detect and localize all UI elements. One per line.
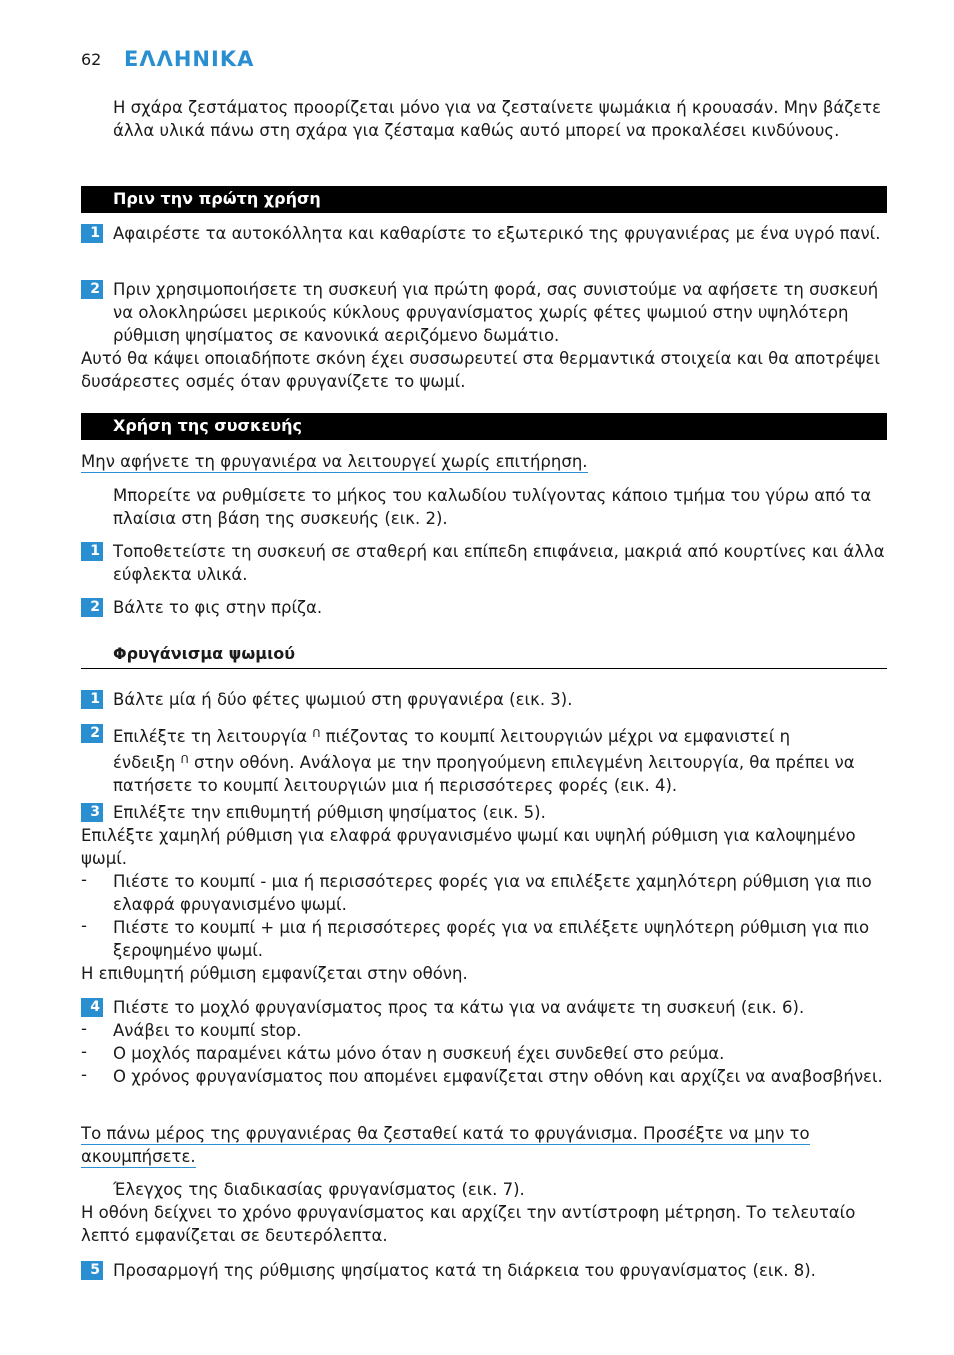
step-number: 5 bbox=[81, 1261, 103, 1280]
step-text: Τοποθετείστε τη συσκευή σε σταθερή και επίπεδη επιφάνεια, μακριά από κουρτίνες και άλλα εύφλεκτα υλικά. bbox=[113, 542, 885, 584]
intro-text: Η σχάρα ζεστάματος προορίζεται μόνο για να ζεσταίνετε ψωμάκια ή κρουασάν. Μην βάζετε άλλα υλικά πάνω στη σχάρα για ζέσταμα καθώς αυτό μπορεί να προκαλέσει κινδύνους. bbox=[113, 98, 881, 140]
bullet-text: Ανάβει το κουμπί stop. bbox=[113, 1021, 302, 1040]
step-text: Επιλέξτε την επιθυμητή ρύθμιση ψησίματος (εικ. 5). bbox=[113, 803, 546, 822]
step-number: 2 bbox=[81, 598, 103, 617]
section-title: Πριν την πρώτη χρήση bbox=[113, 189, 321, 208]
bullet-dash: - bbox=[81, 870, 87, 889]
step-number: 3 bbox=[81, 803, 103, 822]
step-number: 1 bbox=[81, 542, 103, 561]
step-text: Βάλτε το φις στην πρίζα. bbox=[113, 598, 323, 617]
step-text: Προσαρμογή της ρύθμισης ψησίματος κατά τη διάρκεια του φρυγανίσματος (εικ. 8). bbox=[113, 1261, 816, 1280]
step-text: Αφαιρέστε τα αυτοκόλλητα και καθαρίστε το εξωτερικό της φρυγανιέρας με ένα υγρό πανί. bbox=[113, 224, 881, 243]
toast-mode-icon: ᑎ bbox=[312, 727, 321, 740]
step-number: 2 bbox=[81, 280, 103, 299]
bullet-text: Ο χρόνος φρυγανίσματος που απομένει εμφανίζεται στην οθόνη και αρχίζει να αναβοσβήνει. bbox=[113, 1067, 883, 1086]
step-text: Πιέστε το μοχλό φρυγανίσματος προς τα κάτω για να ανάψετε τη συσκευή (εικ. 6). bbox=[113, 998, 805, 1017]
step-text: Πριν χρησιμοποιήσετε τη συσκευή για πρώτη φορά, σας συνιστούμε να αφήσετε τη συσκευή να ολοκληρώσει μερικούς κύκλους φρυγανίσματος χωρίς φέτες ψωμιού στην υψηλότερη ρύθμιση ψησίματος σε κανονικά αεριζόμενο δωμάτιο. bbox=[113, 280, 879, 345]
note-text: Η οθόνη δείχνει το χρόνο φρυγανίσματος και αρχίζει την αντίστροφη μέτρηση. Το τελευταίο λεπτό εμφανίζεται σε δευτερόλεπτα. bbox=[81, 1203, 856, 1245]
bullet-text: Ο μοχλός παραμένει κάτω μόνο όταν η συσκευή έχει συνδεθεί στο ρεύμα. bbox=[113, 1044, 725, 1063]
subsection-title: Φρυγάνισμα ψωμιού bbox=[113, 644, 296, 663]
step-number: 2 bbox=[81, 724, 103, 743]
warning-text bbox=[81, 1122, 889, 1168]
subsection-header bbox=[81, 644, 887, 669]
step-number: 4 bbox=[81, 998, 103, 1017]
warning-underlined: Μην αφήνετε τη φρυγανιέρα να λειτουργεί χωρίς επιτήρηση. bbox=[81, 452, 588, 471]
bullet-dash: - bbox=[81, 1019, 87, 1038]
step-text: Βάλτε μία ή δύο φέτες ψωμιού στη φρυγανιέρα (εικ. 3). bbox=[113, 690, 573, 709]
note-text: Επιλέξτε χαμηλή ρύθμιση για ελαφρά φρυγανισμένο ψωμί και υψηλή ρύθμιση για καλοψημένο ψωμί. bbox=[81, 826, 856, 868]
section-title: Χρήση της συσκευής bbox=[113, 416, 302, 435]
control-text: Έλεγχος της διαδικασίας φρυγανίσματος (εικ. 7). bbox=[113, 1180, 525, 1199]
bullet-dash: - bbox=[81, 1042, 87, 1061]
page-number: 62 bbox=[81, 50, 102, 69]
language-title: ΕΛΛΗΝΙΚΑ bbox=[124, 47, 255, 71]
bullet-dash: - bbox=[81, 916, 87, 935]
step-number: 1 bbox=[81, 224, 103, 243]
cord-text: Μπορείτε να ρυθμίσετε το μήκος του καλωδίου τυλίγοντας κάποιο τμήμα του γύρω από τα πλαίσια στη βάση της συσκευής (εικ. 2). bbox=[113, 486, 872, 528]
warning-underlined: Το πάνω μέρος της φρυγανιέρας θα ζεσταθεί κατά το φρυγάνισμα. Προσέξτε να μην το ακουμπήσετε. bbox=[81, 1124, 810, 1166]
bullet-dash: - bbox=[81, 1065, 87, 1084]
note-text: Η επιθυμητή ρύθμιση εμφανίζεται στην οθόνη. bbox=[81, 964, 468, 983]
bullet-text: Πιέστε το κουμπί - μια ή περισσότερες φορές για να επιλέξετε χαμηλότερη ρύθμιση για πιο ελαφρά φρυγανισμένο ψωμί. bbox=[113, 872, 872, 914]
bullet-text: Πιέστε το κουμπί + μια ή περισσότερες φορές για να επιλέξετε υψηλότερη ρύθμιση για πιο ξεροψημένο ψωμί. bbox=[113, 918, 870, 960]
step-number: 1 bbox=[81, 690, 103, 709]
section-header bbox=[81, 186, 887, 213]
note-text: Αυτό θα κάψει οποιαδήποτε σκόνη έχει συσσωρευτεί στα θερμαντικά στοιχεία και θα αποτρέψει δυσάρεστες οσμές όταν φρυγανίζετε το ψωμί. bbox=[81, 349, 881, 391]
step-text: Επιλέξτε τη λειτουργία $^ᑎ$ πιέζοντας το κουμπί λειτουργιών μέχρι να εμφανιστεί η ένδειξη $^ᑎ$ στην οθόνη. Ανάλογα με την προηγούμενη επιλεγμένη λειτουργία, θα πρέπει να πατήσετε το κουμπί λειτουργιών μια ή περισσότερες φορές (εικ. 4). bbox=[113, 727, 855, 795]
toast-mode-icon: ᑎ bbox=[180, 753, 189, 766]
warning-text bbox=[81, 450, 889, 473]
section-header bbox=[81, 413, 887, 440]
